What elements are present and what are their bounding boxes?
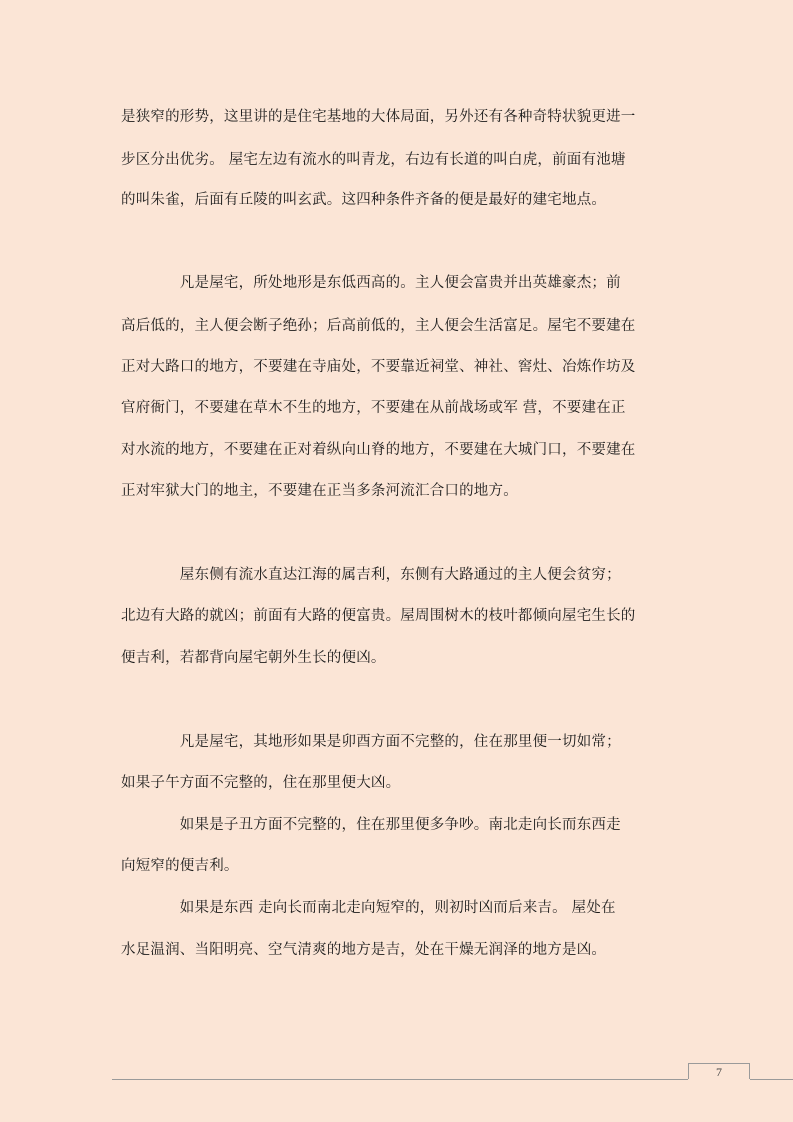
text-line: 正对牢狱大门的地主，不要建在正当多条河流汇合口的地方。 — [121, 483, 518, 499]
text-line: 北边有大路的就凶；前面有大路的便富贵。屋周围树木的枝叶都倾向屋宅生长的 — [121, 608, 636, 624]
text-line: 屋东侧有流水直达江海的属吉利，东侧有大路通过的主人便会贫穷； — [121, 567, 621, 583]
text-line: 步区分出优劣。 屋宅左边有流水的叫青龙，右边有长道的叫白虎，前面有池塘 — [121, 152, 626, 168]
footer-divider — [750, 1079, 793, 1080]
footer-divider — [112, 1079, 688, 1080]
text-line: 水足温润、当阳明亮、空气清爽的地方是吉，处在干燥无润泽的地方是凶。 — [121, 942, 607, 958]
page-number: 7 — [688, 1063, 750, 1079]
text-line: 官府衙门，不要建在草木不生的地方，不要建在从前战场或军 营，不要建在正 — [121, 400, 626, 416]
text-line: 凡是屋宅，所处地形是东低西高的。主人便会富贵并出英雄豪杰；前 — [121, 275, 621, 291]
text-line: 如果子午方面不完整的，住在那里便大凶。 — [121, 775, 401, 791]
text-line: 正对大路口的地方，不要建在寺庙处，不要靠近祠堂、神社、窖灶、冶炼作坊及 — [121, 359, 636, 375]
text-line: 便吉利，若都背向屋宅朝外生长的便凶。 — [121, 650, 386, 666]
text-line: 对水流的地方，不要建在正对着纵向山脊的地方，不要建在大城门口，不要建在 — [121, 442, 636, 458]
text-line: 向短窄的便吉利。 — [121, 858, 239, 874]
text-line: 的叫朱雀，后面有丘陵的叫玄武。这四种条件齐备的便是最好的建宅地点。 — [121, 192, 607, 208]
text-line: 如果是子丑方面不完整的，住在那里便多争吵。南北走向长而东西走 — [121, 817, 621, 833]
text-line: 是狭窄的形势，这里讲的是住宅基地的大体局面，另外还有各种奇特状貌更进一 — [121, 109, 636, 125]
text-line: 高后低的，主人便会断子绝孙；后高前低的，主人便会生活富足。屋宅不要建在 — [121, 318, 636, 334]
text-line: 如果是东西 走向长而南北走向短窄的，则初时凶而后来吉。 屋处在 — [121, 900, 616, 916]
text-line: 凡是屋宅，其地形如果是卯酉方面不完整的，住在那里便一切如常； — [121, 734, 621, 750]
